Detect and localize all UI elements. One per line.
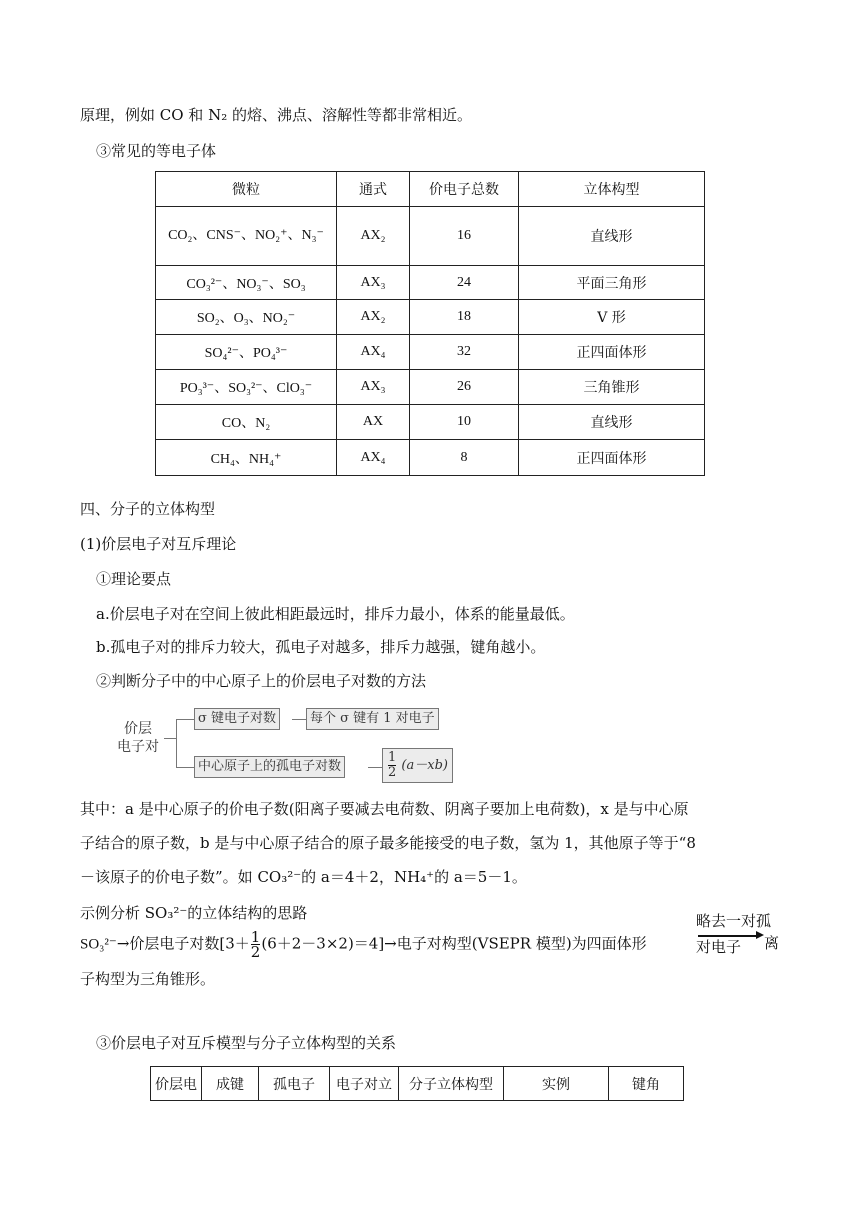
point-a: a.价层电子对在空间上彼此相距最远时，排斥力最小，体系的能量最低。: [96, 605, 575, 623]
diagram-root-line2: 电子对: [117, 739, 159, 755]
cell-shape: 三角锥形: [519, 370, 705, 405]
valence-pair-diagram: [112, 700, 492, 792]
cell-electrons: 10: [410, 405, 519, 440]
explanation-line: 其中：a 是中心原子的价电子数(阳离子要减去电荷数、阴离子要加上电荷数)，x 是与中心原: [80, 800, 689, 818]
arrow-annotation: 略去一对孤对电子: [696, 912, 772, 956]
diagram-root: [112, 720, 164, 756]
heading-common-isoelectronic: ③常见的等电子体: [96, 142, 217, 160]
table-header-row: [156, 172, 705, 207]
cell-electrons: 26: [410, 370, 519, 405]
connector: [176, 767, 194, 768]
table-row: [156, 300, 705, 335]
lone-pairs-box: 中心原子上的孤电子对数: [194, 756, 345, 778]
cell-electrons: 18: [410, 300, 519, 335]
cell-shape: V 形: [519, 300, 705, 335]
table-header-row: [151, 1067, 684, 1101]
connector: [176, 719, 177, 767]
table-row: [156, 207, 705, 266]
example-conclusion: 子构型为三角锥形。: [80, 970, 216, 988]
header-electrons: 价电子总数: [410, 172, 519, 207]
table-row: [156, 335, 705, 370]
vsepr-relationship-table: [150, 1066, 684, 1101]
cell-particles: CO₃²⁻、NO₃⁻、SO₃: [156, 266, 337, 300]
header-bonding: 成键: [202, 1067, 259, 1101]
explanation-line: 子结合的原子数，b 是与中心原子结合的原子最多能接受的电子数，氢为 1，其他原子等于“8: [80, 834, 696, 852]
header-example: 实例: [504, 1067, 609, 1101]
cell-particles: SO₄²⁻、PO₄³⁻: [156, 335, 337, 370]
explanation-line: －该原子的价电子数”。如 CO₃²⁻的 a＝4＋2，NH₄⁺的 a＝5－1。: [80, 868, 527, 886]
connector: [176, 719, 194, 720]
fraction-numerator: 1: [250, 928, 261, 946]
fraction-numerator: 1: [388, 750, 397, 765]
derivation-part2: (6＋2－3×2)＝4]→电子对构型(VSEPR 模型)为四面体形: [261, 934, 647, 953]
derivation-part1: →价层电子对数[3＋: [116, 934, 250, 953]
cell-formula: AX₂: [337, 300, 410, 335]
cell-particles: CH₄、NH₄⁺: [156, 440, 337, 476]
cell-shape: 正四面体形: [519, 440, 705, 476]
formula-expression: (a－xb): [401, 758, 448, 773]
cell-formula: AX₃: [337, 266, 410, 300]
arrow-head-icon: [756, 931, 764, 939]
table-row: [156, 405, 705, 440]
header-bond-angle: 键角: [609, 1067, 684, 1101]
cell-formula: AX₂: [337, 207, 410, 266]
point-heading: ③价层电子对互斥模型与分子立体构型的关系: [96, 1034, 397, 1052]
cell-shape: 直线形: [519, 405, 705, 440]
derivation-part3: 离: [764, 934, 780, 952]
cell-electrons: 32: [410, 335, 519, 370]
point-heading: ②判断分子中的中心原子上的价层电子对数的方法: [96, 672, 427, 690]
fraction-denominator: 2: [250, 943, 261, 961]
cell-particles: SO₂、O₃、NO₂⁻: [156, 300, 337, 335]
connector: [292, 719, 306, 720]
cell-particles: PO₃³⁻、SO₃²⁻、ClO₃⁻: [156, 370, 337, 405]
example-derivation: [80, 930, 647, 959]
header-molecular-shape: 分子立体构型: [399, 1067, 504, 1101]
table-row: [156, 266, 705, 300]
half-fraction: [251, 930, 261, 959]
cell-formula: AX₃: [337, 370, 410, 405]
connector: [164, 738, 176, 739]
example-title: 示例分析 SO₃²⁻的立体结构的思路: [80, 904, 308, 922]
cell-formula: AX₄: [337, 440, 410, 476]
sigma-bond-detail-box: 每个 σ 键有 1 对电子: [306, 708, 439, 730]
cell-electrons: 8: [410, 440, 519, 476]
cell-particles: CO、N₂: [156, 405, 337, 440]
subsection-title: (1)价层电子对互斥理论: [80, 535, 237, 553]
header-formula: 通式: [337, 172, 410, 207]
header-valence-pairs: 价层电: [151, 1067, 202, 1101]
diagram-root-line1: 价层: [124, 721, 152, 737]
header-electron-geometry: 电子对立: [330, 1067, 399, 1101]
cell-shape: 正四面体形: [519, 335, 705, 370]
header-lone-pairs: 孤电子: [259, 1067, 330, 1101]
cell-particles: CO₂、CNS⁻、NO₂⁺、N₃⁻: [156, 207, 337, 266]
table-row: [156, 440, 705, 476]
formula-fraction: [388, 751, 396, 780]
header-shape: 立体构型: [519, 172, 705, 207]
so3-formula: SO₃²⁻: [80, 936, 117, 953]
cell-shape: 直线形: [519, 207, 705, 266]
cell-electrons: 16: [410, 207, 519, 266]
cell-shape: 平面三角形: [519, 266, 705, 300]
cell-formula: AX₄: [337, 335, 410, 370]
header-particles: 微粒: [156, 172, 337, 207]
cell-electrons: 24: [410, 266, 519, 300]
table-row: [156, 370, 705, 405]
cell-formula: AX: [337, 405, 410, 440]
point-heading: ①理论要点: [96, 570, 172, 588]
point-b: b.孤电子对的排斥力较大，孤电子对越多，排斥力越强，键角越小。: [96, 638, 546, 656]
intro-line: 原理，例如 CO 和 N₂ 的熔、沸点、溶解性等都非常相近。: [80, 106, 472, 124]
section-title: 四、分子的立体构型: [80, 500, 216, 518]
connector: [368, 767, 382, 768]
right-arrow-icon: [698, 935, 760, 937]
lone-pairs-formula-box: [382, 748, 453, 783]
fraction-denominator: 2: [388, 765, 397, 780]
sigma-bond-pairs-box: σ 键电子对数: [194, 708, 280, 730]
isoelectronic-table: [155, 171, 705, 476]
